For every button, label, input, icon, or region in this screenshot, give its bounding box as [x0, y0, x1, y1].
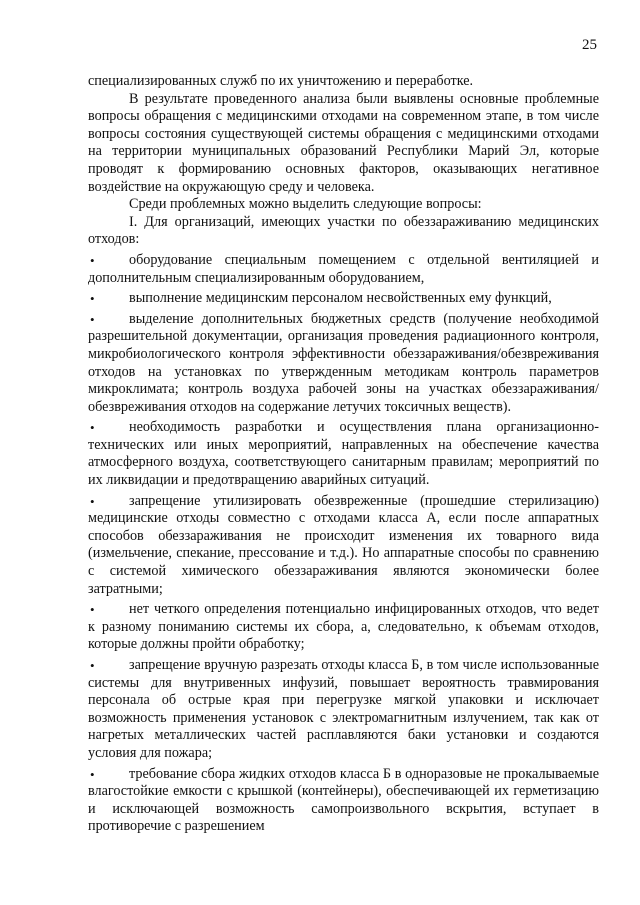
bullet-text: требование сбора жидких отходов класса Б в одноразовые не прокалываемые влагостойкие емкости с крышкой (контейнеры), обеспечивающей их герметизацию и исключающей возможность самопроизвольного вскрытия, вступает в противоречие с разрешением	[88, 765, 599, 835]
bullet-item	[88, 766, 599, 836]
bullet-text: запрещение вручную разрезать отходы класса Б, в том числе использованные системы для внутривенных инфузий, повышает вероятность травмирования персонала об острые края при перегрузке мягкой упаковки и исключает возможность применения установок с электромагнитным излучением, так как от нагретых металлических частей расплавляются баки установки и создаются условия для пожара;	[88, 657, 599, 761]
bullet-text: необходимость разработки и осуществления плана организационно-технических или иных мероприятий, направленных на обеспечение качества атмосферного воздуха, соответствующего санитарным правилам; мероприятий по их ликвидации и предотвращению аварийных ситуаций.	[88, 419, 599, 489]
body-text	[88, 73, 599, 836]
bullet-text: выделение дополнительных бюджетных средств (получение необходимой разрешительной документации, организация проведения радиационного контроля, микробиологического контроля эффективности обеззараживания/обезвреживания отходов на установках по утвержденным методикам контроль параметров микроклимата; контроль воздуха рабочей зоны на участках обеззараживания/обезвреживания отходов на содержание летучих токсичных веществ).	[88, 310, 599, 415]
bullet-marker: •	[90, 311, 95, 327]
bullet-text: оборудование специальным помещением с отдельной вентиляцией и дополнительным специализированным оборудованием,	[88, 251, 599, 286]
bullet-marker: •	[90, 658, 95, 673]
paragraph-continuation: специализированных служб по их уничтожению и переработке.	[88, 73, 474, 89]
bullet-marker: •	[90, 493, 95, 509]
page-number: 25	[582, 37, 597, 53]
bullet-item	[88, 290, 599, 308]
bullet-item	[88, 252, 599, 287]
bullet-marker: •	[90, 602, 95, 618]
bullet-text: запрещение утилизировать обезвреженные (прошедшие стерилизацию) медицинские отходы совместно с отходами класса А, если после аппаратных способов обеззараживания не происходит изменения их товарного вида (измельчение, спекание, прессование и т.д.). Но аппаратные способы по сравнению с системой химического обеззараживания являются экономически более затратными;	[88, 492, 599, 597]
bullet-marker: •	[90, 420, 95, 436]
bullet-text: выполнение медицинским персоналом несвойственных ему функций,	[129, 290, 552, 307]
bullet-item	[88, 493, 599, 599]
bullet-marker: •	[90, 766, 95, 782]
paragraph-analysis: В результате проведенного анализа были выявлены основные проблемные вопросы обращения с медицинскими отходами на современном этапе, в том числе вопросы состояния существующей системы обращения с медицинскими отходами на территории муниципальных образований Республики Марий Эл, которые проводят к формированию основных факторов, оказывающих негативное воздействие на окружающую среду и человека.	[88, 90, 599, 195]
bullet-marker: •	[90, 291, 95, 307]
bullet-item	[88, 657, 599, 763]
bullet-item	[88, 311, 599, 417]
bullet-item	[88, 601, 599, 654]
paragraph-intro-questions: Среди проблемных можно выделить следующие вопросы:	[129, 196, 482, 213]
bullet-item	[88, 419, 599, 489]
bullet-marker: •	[90, 252, 95, 268]
paragraph-section-one: I. Для организаций, имеющих участки по обеззараживанию медицинских отходов:	[88, 213, 599, 248]
bullet-text: нет четкого определения потенциально инфицированных отходов, что ведет к разному пониманию системы их сбора, а, следовательно, к объемам отходов, которые должны пройти обработку;	[88, 601, 599, 653]
